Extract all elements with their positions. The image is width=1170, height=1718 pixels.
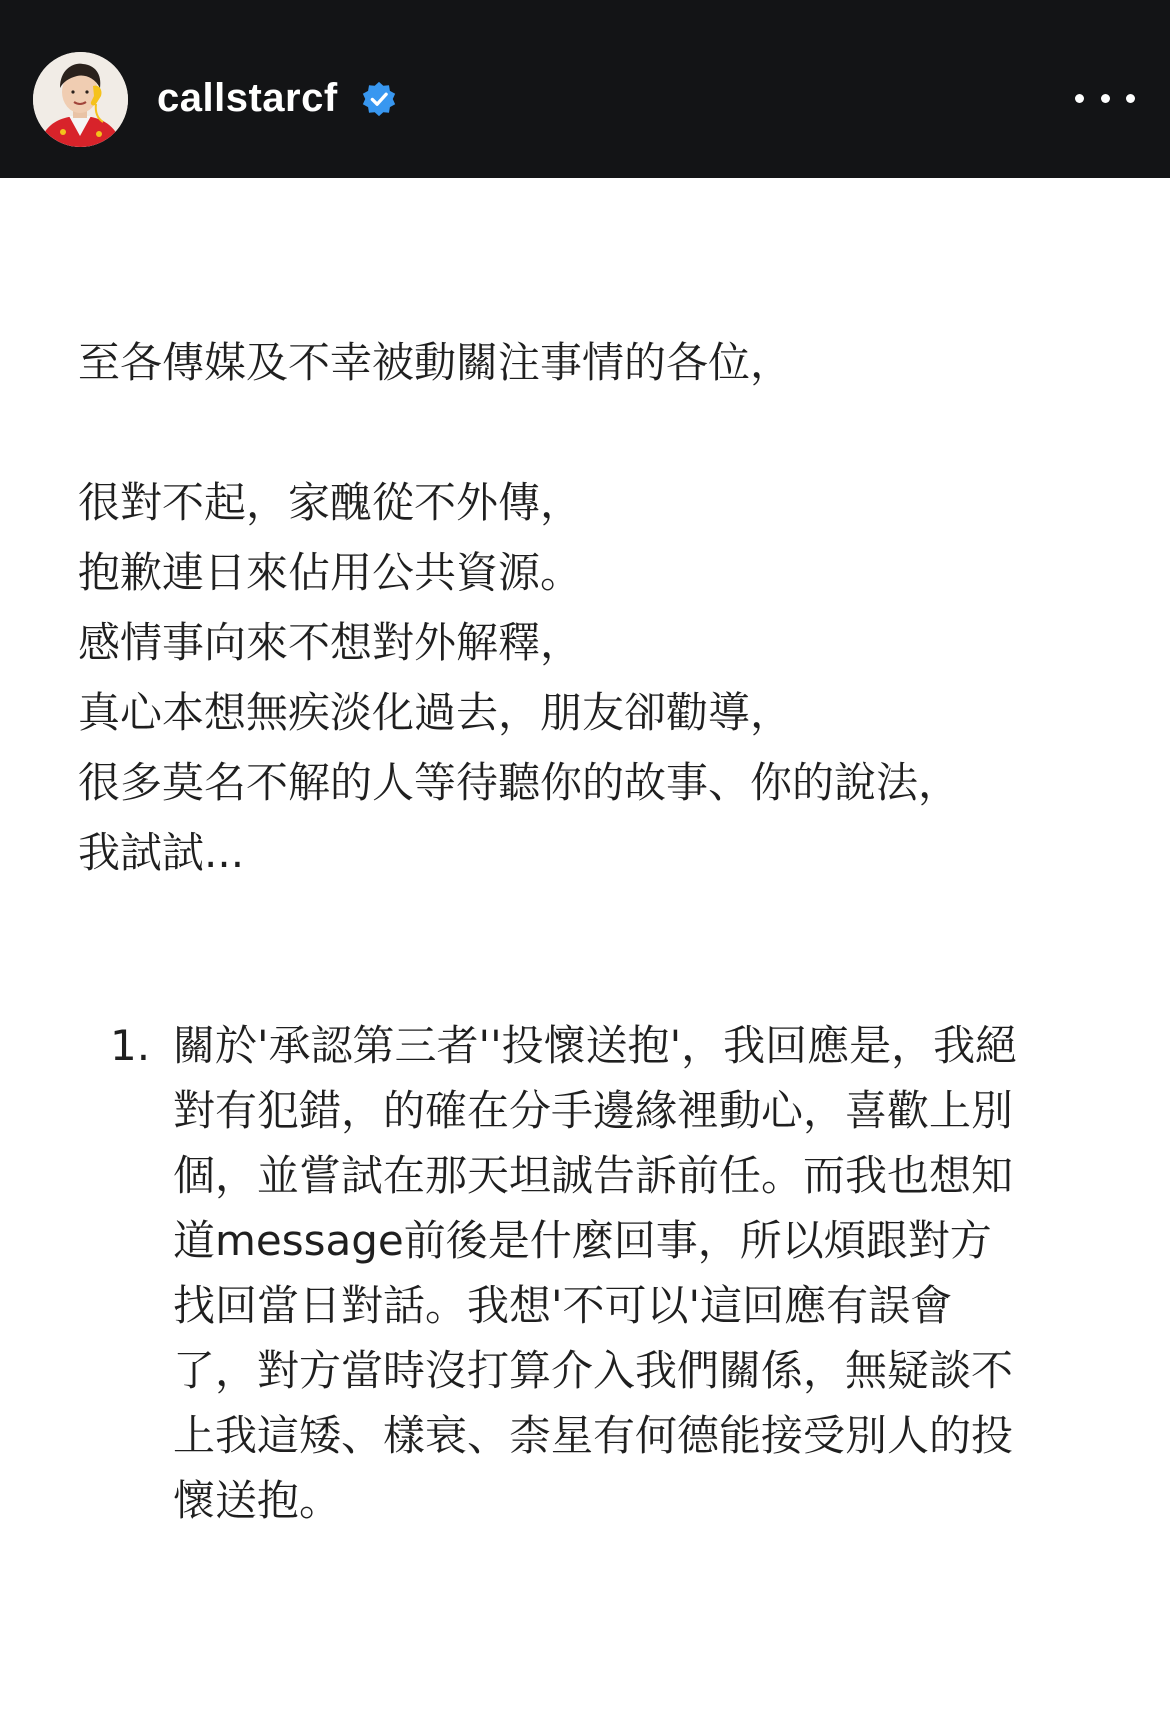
greeting-line: 至各傳媒及不幸被動關注事情的各位，	[78, 338, 793, 387]
paragraph-line: 抱歉連日來佔用公共資源。	[78, 548, 583, 597]
dot-icon	[1101, 94, 1110, 103]
username[interactable]: callstarcf	[157, 76, 338, 120]
paragraph-line: 我試試...	[78, 828, 245, 877]
list-item-line: 上我這矮、樣衰、柰星有何德能接受別人的投	[173, 1411, 1014, 1460]
list-item-line: 關於'承認第三者''投懷送抱'，我回應是，我絕	[173, 1021, 1018, 1070]
list-item-line: 找回當日對話。我想'不可以'這回應有誤會	[173, 1281, 953, 1330]
post-body	[0, 178, 1170, 1718]
paragraph-line: 很多莫名不解的人等待聽你的故事、你的說法，	[78, 758, 961, 807]
more-options-icon[interactable]	[1075, 78, 1135, 118]
paragraph-line: 真心本想無疾淡化過去，朋友卻勸導，	[78, 688, 793, 737]
dot-icon	[1126, 94, 1135, 103]
avatar-image	[33, 52, 128, 147]
profile-avatar[interactable]	[33, 52, 128, 147]
dot-icon	[1075, 94, 1084, 103]
post-header	[0, 0, 1170, 178]
list-item-line: 道message前後是什麼回事，所以煩跟對方	[173, 1216, 992, 1265]
list-item-line: 對有犯錯，的確在分手邊緣裡動心，喜歡上別	[173, 1086, 1014, 1135]
verified-badge-icon	[360, 80, 398, 118]
list-item-line: 懷送抱。	[173, 1476, 342, 1525]
list-item-line: 個，並嘗試在那天坦誠告訴前任。而我也想知	[173, 1151, 1014, 1200]
paragraph-line: 感情事向來不想對外解釋，	[78, 618, 583, 667]
list-item-number: 1.	[110, 1021, 151, 1070]
list-item-line: 了，對方當時沒打算介入我們關係，無疑談不	[173, 1346, 1014, 1395]
paragraph-line: 很對不起，家醜從不外傳，	[78, 478, 583, 527]
